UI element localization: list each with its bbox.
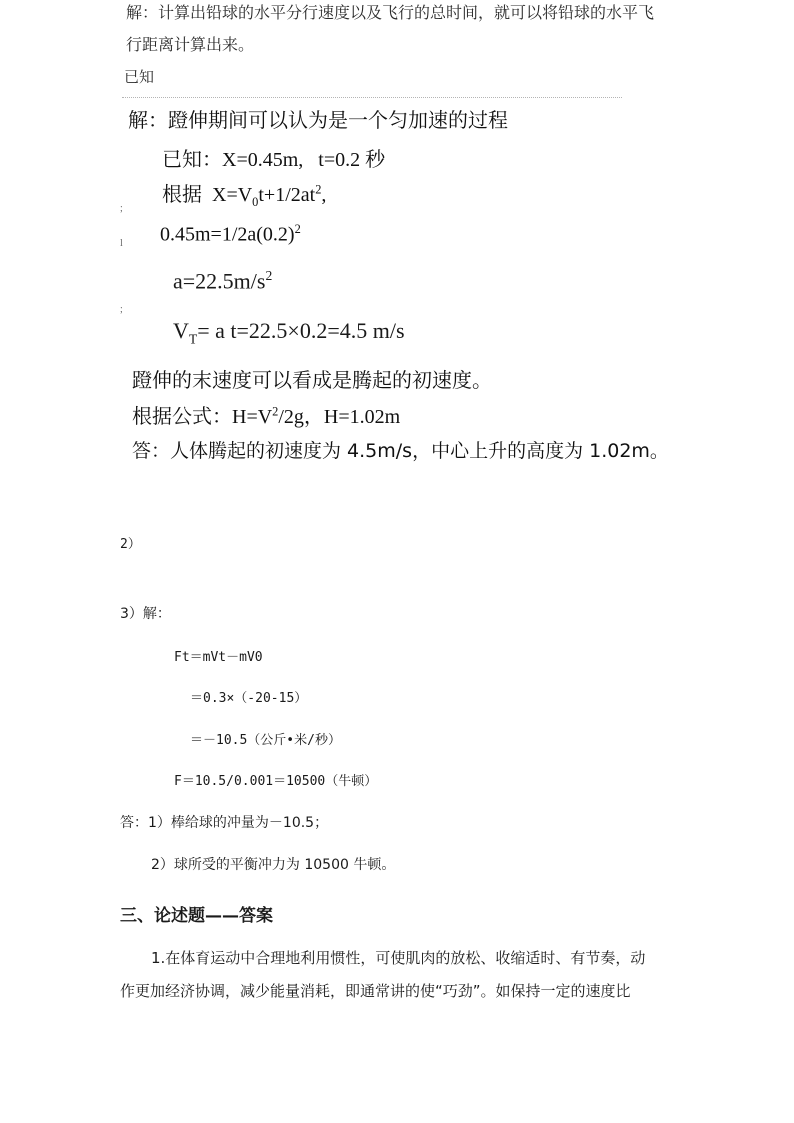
section-heading: 三、论述题——答案 [120,906,273,926]
equation-line-1: Ft＝mVt－mV0 [174,650,263,665]
formula2-label: 根据公式： [132,404,232,428]
formula-c: , [321,184,327,206]
accel-sup: 2 [265,268,273,283]
margin-mark: l [120,238,123,249]
intro-line-2: 行距离计算出来。 [126,35,255,54]
margin-mark: ; [120,304,123,315]
scan-line-1: 解：蹬伸期间可以认为是一个匀加速的过程 [128,108,508,132]
scan-line-8 [132,400,400,429]
formula2-b: /2g，H=1.02m [278,406,401,428]
equation-line-4: F＝10.5/0.001＝10500（牛顿） [174,774,378,789]
velocity-sub: T [188,331,198,347]
intro-line-3: 已知 [124,68,155,86]
cropped-text-fragment [122,97,622,100]
equation-sup: 2 [294,222,301,236]
essay-line-2: 作更加经济协调，减少能量消耗，即通常讲的使“巧劲”。如保持一定的速度比 [120,982,631,1000]
formula-label: 根据 [162,182,202,206]
equation-line-3: ＝－10.5（公斤•米/秒） [190,733,341,748]
part-3-label: 3）解： [120,606,171,622]
formula-a: X=V [212,184,253,206]
known-t: t=0.2 秒 [318,149,386,171]
answer-line-2: 2）球所受的平衡冲力为 10500 牛顿。 [151,857,396,873]
formula2-a: H=V [232,406,273,428]
answer-line-1: 答：1）棒给球的冲量为－10.5； [120,815,329,831]
known-label: 已知： [162,147,222,171]
formula2-sup: 2 [272,404,279,419]
scan-line-3 [162,178,326,210]
equation-a: 0.45m=1/2a(0.2) [160,223,295,246]
known-x: X=0.45m, [222,149,304,171]
scan-line-6 [173,318,405,347]
scan-line-5 [173,268,272,294]
formula-sub: 0 [252,195,259,209]
scan-line-2 [162,143,385,172]
margin-mark: ; [120,203,123,214]
formula-b: t+1/2at [258,184,316,206]
scan-line-9: 答：人体腾起的初速度为 4.5m/s，中心上升的高度为 1.02m。 [132,440,669,462]
equation-line-2: ＝0.3×（-20-15） [190,691,308,706]
scan-line-7: 蹬伸的末速度可以看成是腾起的初速度。 [132,368,492,392]
velocity-a: V [173,318,189,343]
essay-line-1: 1.在体育运动中合理地利用惯性，可使肌肉的放松、收缩适时、有节奏，动 [151,949,646,967]
velocity-b: = a t=22.5×0.2=4.5 m/s [197,318,405,343]
accel-value: a=22.5m/s [173,268,266,294]
scan-line-4 [160,222,301,247]
formula-sup: 2 [315,182,322,197]
intro-line-1: 解：计算出铅球的水平分行速度以及飞行的总时间，就可以将铅球的水平飞 [126,3,655,22]
part-2-label: 2） [120,537,141,552]
